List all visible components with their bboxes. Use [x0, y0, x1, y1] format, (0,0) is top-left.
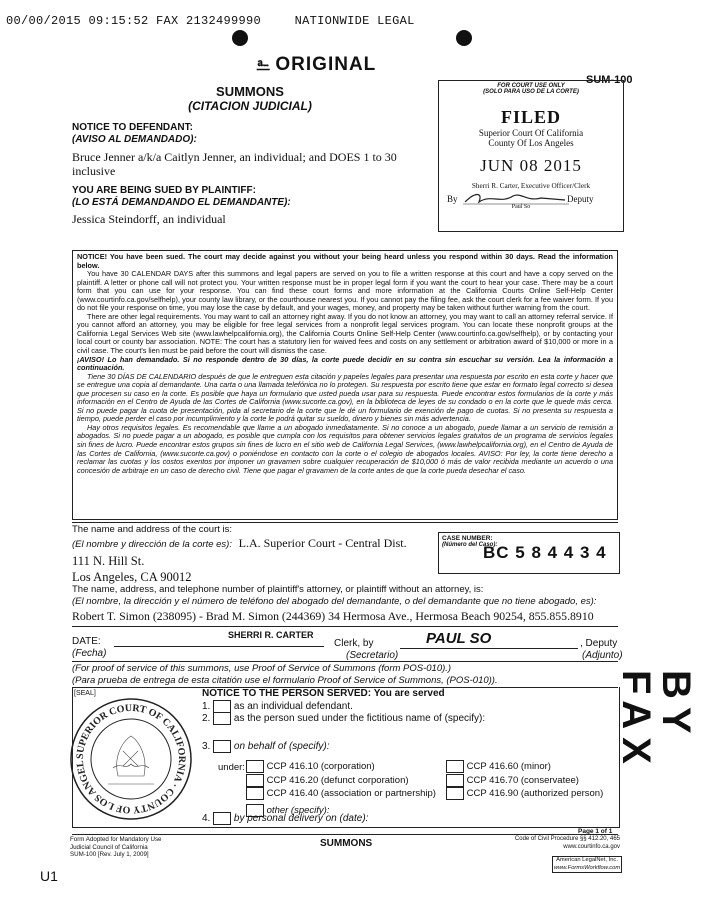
court-seal	[68, 696, 194, 822]
form-number: SUM-100	[586, 74, 633, 86]
clerk-signature-line	[400, 648, 578, 649]
court-use-label-es: (SOLO PARA USO DE LA CORTE)	[483, 89, 579, 95]
date-line	[114, 646, 324, 647]
deputy-signature	[461, 190, 571, 208]
served-option-3: 3. on behalf of (specify):	[202, 741, 330, 753]
ccp-item: CCP 416.40 (association or partnership)	[246, 787, 436, 801]
footer-title: SUMMONS	[320, 838, 373, 849]
notice-es-2: Hay otros requisitos legales. Es recomendable que llame a un abogado inmediatamente. Si no conoce a un abogado, puede llamar a un servicio de remisión a abogados. Si no puede pagar a un abogado, es posible que cumpla con los requisitos para obtener servicios legales gratuitos de un programa de servicios legales sin fines de lucro. Puede encontrar estos grupos sin fines de lucro en el sitio web de California Legal Services, (www.lawhelpcalifornia.org), en el Centro de Ayuda de las Cortes de California, (www.sucorte.ca.gov) o poniéndose en contacto con la corte o el colegio de abogados locales. AVISO: Por ley, la corte tiene derecho a reclamar las cuotas y los costos exentos por imponer un gravamen sobre cualquier recuperación de $10,000 ó más de valor recibida mediante un acuerdo o una concesión de arbitraje en un caso de derecho civil. Tiene que pagar el gravamen de la corte antes de que la corte pueda desechar el caso.	[77, 422, 613, 475]
proof-line-es: (Para prueba de entrega de esta citatión use el formulario Proof of Service of Summons, (POS-010)).	[72, 675, 498, 686]
ccp-item: other (specify):	[246, 804, 436, 818]
notice-en-1: You have 30 CALENDAR DAYS after this summons and legal papers are served on you to file a written response at this court and have a copy served on the plaintiff. A letter or phone call will not protect you. Your written response must be in proper legal form if you want the court to hear your case. There may be a court form that you can use for your response. You can find these court forms and more information at the California Courts Online Self-Help Center (www.courtinfo.ca.gov/selfhelp), your county law library, or the courthouse nearest you. If you cannot pay the filing fee, ask the court clerk for a fee waiver form. If you do not file your response on time, you may lose the case by default, and your wages, money, and property may be taken without further warning from the court.	[77, 269, 613, 313]
checkbox-ccp-416-10[interactable]	[246, 760, 264, 773]
case-number-label: CASE NUMBER:	[442, 535, 493, 542]
punch-hole-icon	[232, 30, 248, 46]
served-option-4: 4. by personal delivery on (date):	[202, 813, 369, 825]
page-title: SUMMONS	[216, 84, 284, 99]
court-name: L.A. Superior Court - Central Dist.	[238, 536, 407, 550]
court-seal-icon	[68, 696, 194, 822]
clerk-name: SHERRI R. CARTER	[228, 630, 314, 640]
under-label: under:	[218, 762, 245, 773]
notice-box	[72, 250, 618, 520]
date-label-es: (Fecha)	[72, 648, 107, 659]
margin-mark: U1	[40, 868, 58, 884]
served-option-2: 2. as the person sued under the fictitious name of (specify):	[202, 713, 486, 725]
notice-es-0: ¡AVISO! Lo han demandado. Si no responde dentro de 30 días, la corte puede decidir en su contra sin escuchar su versión. Lea la información a continuación.	[77, 354, 613, 373]
checkbox-ccp-416-70[interactable]	[446, 774, 464, 787]
case-number-label-es: (Número del Caso):	[442, 542, 498, 548]
date-label: DATE:	[72, 636, 101, 647]
court-label-es: (El nombre y dirección de la corte es):	[72, 539, 232, 550]
ccp-item: CCP 416.60 (minor)	[446, 760, 603, 774]
case-number-box	[438, 532, 620, 574]
filed-by-line: By Deputy	[439, 190, 623, 210]
attorney-label-es: (El nombre, la dirección y el número de teléfono del abogado del demandante, o del demandante que no tiene abogado, es):	[72, 596, 597, 607]
checkbox-ccp-416-20[interactable]	[246, 774, 264, 787]
deputy-label: , Deputy	[580, 638, 618, 649]
seal-label: [SEAL]	[74, 690, 96, 697]
divider	[72, 522, 618, 523]
served-option-1: 1. as an individual defendant.	[202, 701, 353, 713]
punch-hole-icon	[456, 30, 472, 46]
deputy-label-es: (Adjunto)	[582, 650, 623, 661]
form-adopted: Form Adopted for Mandatory Use Judicial Council of California SUM-100 [Rev. July 1, 2009]	[70, 836, 162, 858]
court-use-label: FOR COURT USE ONLY	[497, 83, 565, 89]
filed-deputy-name: Paul So	[511, 204, 531, 210]
notice-en-0: NOTICE! You have been sued. The court may decide against you without your being heard unless you respond within 30 days. Read the information below.	[77, 252, 613, 270]
court-street: 111 N. Hill St.	[72, 554, 145, 568]
fax-header	[6, 14, 415, 28]
page-count: Page 1 of 1	[578, 828, 613, 835]
checkbox-ccp-416-60[interactable]	[446, 760, 464, 773]
filed-date: JUN 08 2015	[480, 156, 582, 175]
filed-county: County Of Los Angeles	[488, 138, 574, 148]
checkbox-ccp-416-40[interactable]	[246, 787, 264, 800]
court-label-line	[72, 536, 407, 551]
served-heading: NOTICE TO THE PERSON SERVED: You are served	[202, 688, 445, 699]
clerk-label: Clerk, by	[334, 638, 374, 649]
publisher-box: American LegalNet, Inc. www.FormsWorkflow.com	[552, 856, 622, 873]
checkbox-on-behalf[interactable]	[213, 740, 231, 753]
plaintiff-name: Jessica Steindorff, an individual	[72, 212, 226, 226]
checkbox-fictitious-name[interactable]	[213, 712, 231, 725]
notice-es-1: Tiene 30 DÍAS DE CALENDARIO después de que le entreguen esta citación y papeles legales para presentar una respuesta por escrito en esta corte y hacer que se entregue una copia al demandante. Una carta o una llamada telefónica no lo protegen. Su respuesta por escrito tiene que estar en formato legal correcto si desea que procesen su caso en la corte. Es posible que haya un formulario que usted pueda usar para su respuesta. Puede encontrar estos formularios de la corte y más información en el Centro de Ayuda de las Cortes de California (www.sucorte.ca.gov), en la biblioteca de leyes de su condado o en la corte que le quede más cerca. Si no puede pagar la cuota de presentación, pida al secretario de la corte que le dé un formulario de exención de pago de cuotas. Si no presenta su respuesta a tiempo, puede perder el caso por incumplimiento y la corte le podrá quitar su sueldo, dinero y bienes sin más advertencia.	[77, 371, 613, 424]
clerk-label-es: (Secretario)	[346, 650, 399, 661]
ccp-left-list	[246, 760, 436, 817]
checkbox-personal-delivery[interactable]	[213, 812, 231, 825]
seal-ring-text: SUPERIOR COURT OF CALIFORNIA · COUNTY OF LOS ANGEL	[74, 702, 188, 816]
court-use-box	[438, 80, 624, 232]
attorney-value: Robert T. Simon (238095) - Brad M. Simon (244369) 34 Hermosa Ave., Hermosa Beach 90254, 855.855.8910	[72, 609, 594, 623]
page-subtitle: (CITACION JUDICIAL)	[188, 99, 312, 113]
original-stamp: ⎁ ORIGINAL	[256, 54, 377, 75]
footer-code: Code of Civil Procedure §§ 412.20, 465 www.courtinfo.ca.gov	[514, 836, 620, 850]
divider	[72, 626, 618, 627]
attorney-label: The name, address, and telephone number of plaintiff's attorney, or plaintiff without an attorney, is:	[72, 584, 484, 595]
ccp-item: CCP 416.10 (corporation)	[246, 760, 436, 774]
defendant-label: NOTICE TO DEFENDANT:	[72, 122, 193, 133]
fax-company: NATIONWIDE LEGAL	[294, 14, 415, 28]
clerk-signature: PAUL SO	[426, 630, 492, 647]
filed-court: Superior Court Of California	[478, 128, 584, 138]
plaintiff-label: YOU ARE BEING SUED BY PLAINTIFF:	[72, 185, 256, 196]
court-city: Los Angeles, CA 90012	[72, 570, 192, 584]
checkbox-ccp-416-90[interactable]	[446, 787, 464, 800]
fax-datetime: 00/00/2015 09:15:52 FAX 2132499990	[6, 14, 262, 28]
filed-stamp: FILED	[500, 107, 561, 127]
defendant-label-es: (AVISO AL DEMANDADO):	[72, 134, 197, 145]
divider	[72, 834, 618, 835]
ccp-right-list	[446, 760, 603, 801]
divider	[72, 661, 618, 662]
proof-line: (For proof of service of this summons, use Proof of Service of Summons (form POS-010).)	[72, 663, 452, 674]
court-label: The name and address of the court is:	[72, 524, 233, 535]
notice-en-2: There are other legal requirements. You may want to call an attorney right away. If you do not know an attorney, you may want to call an attorney referral service. If you cannot afford an attorney, you may be eligible for free legal services from a nonprofit legal services program. You can locate these nonprofit groups at the California Legal Services Web site (www.lawhelpcalifornia.org), the California Courts Online Self-Help Center (www.courtinfo.ca.gov/selfhelp), or by contacting your local court or county bar association. NOTE: The court has a statutory lien for waived fees and costs on any settlement or arbitration award of $10,000 or more in a civil case. The court's lien must be paid before the court will dismiss the case.	[77, 311, 613, 356]
ccp-item: CCP 416.70 (conservatee)	[446, 774, 603, 788]
defendant-name: Bruce Jenner a/k/a Caitlyn Jenner, an individual; and DOES 1 to 30 inclusive	[72, 150, 397, 178]
ccp-item: CCP 416.90 (authorized person)	[446, 787, 603, 801]
plaintiff-label-es: (LO ESTÁ DEMANDANDO EL DEMANDANTE):	[72, 197, 291, 208]
by-fax-stamp: BY FAX	[614, 670, 698, 772]
ccp-item: CCP 416.20 (defunct corporation)	[246, 774, 436, 788]
case-number-value: BC 5 8 4 4 3 4	[483, 543, 607, 562]
filed-officer: Sherri R. Carter, Executive Officer/Clerk	[471, 182, 591, 190]
